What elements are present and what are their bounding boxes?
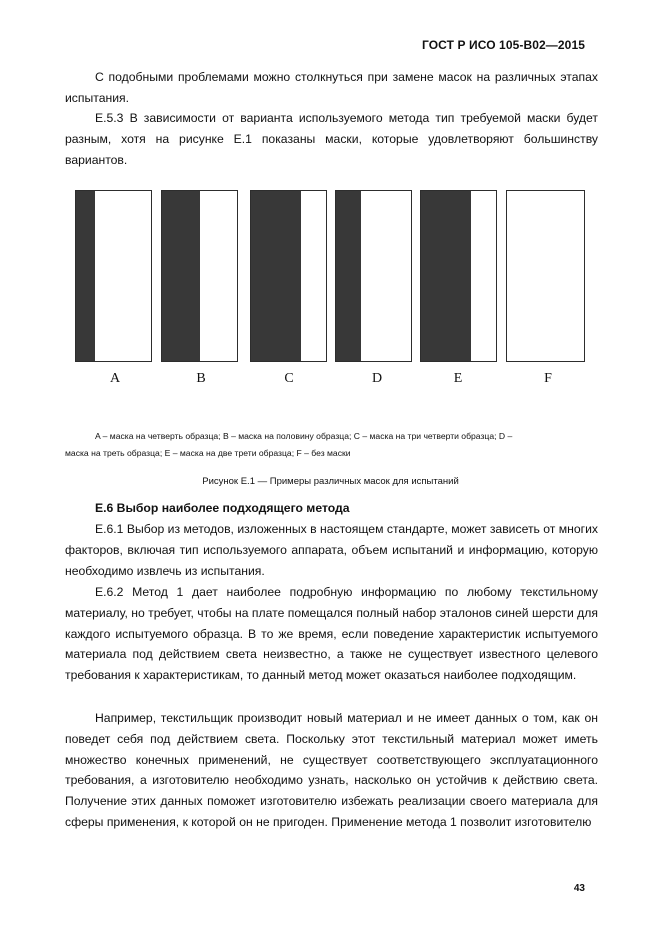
document-header: ГОСТ Р ИСО 105-В02—2015 xyxy=(421,38,585,52)
mask-b-label: B xyxy=(196,371,206,386)
paragraph-text: Е.6.1 Выбор из методов, изложенных в настоящем стандарте, может зависеть от многих факторов, включая тип используемого аппарата, объем испытаний и информацию, которую необходимо извлечь из испытания. xyxy=(65,522,598,578)
paragraph-e53 xyxy=(65,108,598,170)
mask-c-fill xyxy=(251,191,301,361)
mask-f xyxy=(506,190,585,362)
figure-legend xyxy=(65,428,598,462)
paragraph-example xyxy=(65,708,598,833)
paragraph-intro-1 xyxy=(65,67,598,109)
mask-b-fill xyxy=(162,191,200,361)
mask-a xyxy=(75,190,152,362)
paragraph-e62 xyxy=(65,582,598,686)
mask-e-label: E xyxy=(453,371,463,386)
mask-d-label: D xyxy=(371,371,383,386)
paragraph-text: Например, текстильщик производит новый материал и не имеет данных о том, как он поведет себя под действием света. Поскольку этот текстильный материал может иметь множество конечных применений, не существует соответствующего эксплуатационного требования, а изготовителю необходимо узнать, насколько он устойчив к действию света. Получение этих данных поможет изготовителю избежать реализации своего материала для сферы применения, к которой он не пригоден. Применение метода 1 позволит изготовителю xyxy=(65,711,598,829)
mask-e xyxy=(420,190,497,362)
mask-d xyxy=(335,190,412,362)
mask-a-label: A xyxy=(109,371,121,386)
legend-line-2: маска на треть образца; E – маска на две трети образца; F – без маски xyxy=(65,448,351,458)
paragraph-text: Е.6.2 Метод 1 дает наиболее подробную информацию по любому текстильному материалу, но требует, чтобы на плате помещался полный набор эталонов синей шерсти для каждого испытуемого образца. В то же время, если поведение характеристик испытуемого материала под действием света неизвестно, а также не существует известного целевого требования к характеристикам, то данный метод может оказаться наиболее подходящим. xyxy=(65,585,598,683)
legend-line-1: A – маска на четверть образца; B – маска на половину образца; C – маска на три четверти образца; D – xyxy=(95,431,513,441)
page-number: 43 xyxy=(573,883,585,894)
mask-f-label: F xyxy=(544,371,552,386)
mask-e-fill xyxy=(421,191,471,361)
figure-caption: Рисунок Е.1 — Примеры различных масок для испытаний xyxy=(202,476,459,487)
mask-d-fill xyxy=(336,191,361,361)
paragraph-text: С подобными проблемами можно столкнуться при замене масок на различных этапах испытания. xyxy=(65,70,598,105)
paragraph-text: Е.5.3 В зависимости от варианта используемого метода тип требуемой маски будет разным, хотя на рисунке Е.1 показаны маски, которые удовлетворяют большинству вариантов. xyxy=(65,111,598,167)
section-title: Е.6 Выбор наиболее подходящего метода xyxy=(95,501,350,515)
mask-c xyxy=(250,190,327,362)
mask-a-fill xyxy=(76,191,95,361)
mask-b xyxy=(161,190,238,362)
figure-masks xyxy=(65,185,598,395)
mask-c-label: C xyxy=(284,371,294,386)
paragraph-e61 xyxy=(65,519,598,581)
